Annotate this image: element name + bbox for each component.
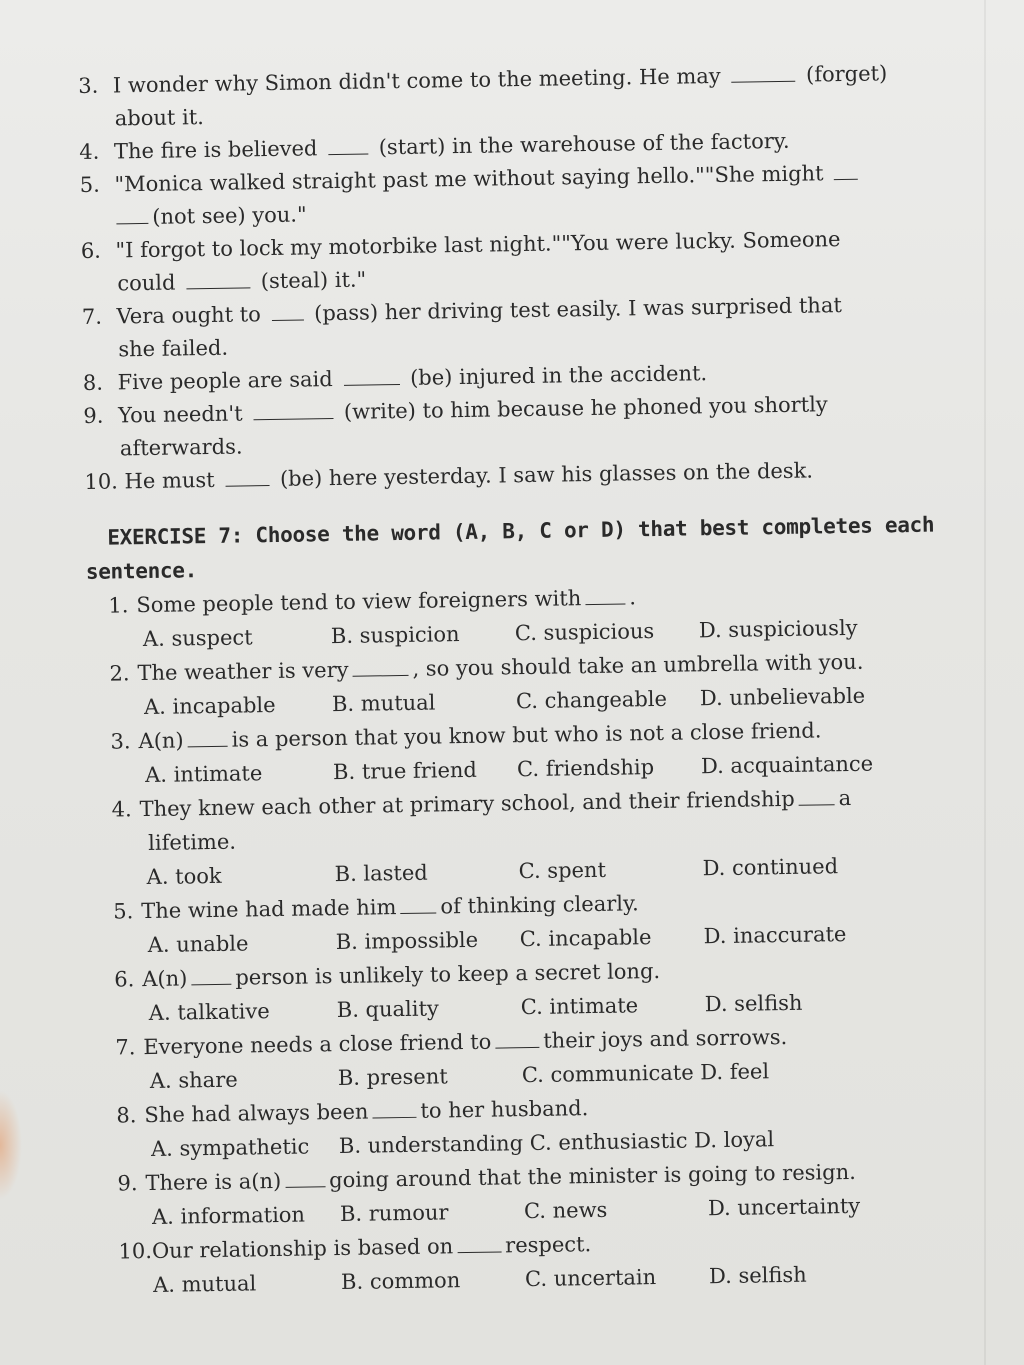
answer-option[interactable]: C. suspicious — [514, 619, 655, 646]
answer-option[interactable]: A. talkative — [148, 999, 270, 1026]
answer-blank[interactable] — [225, 469, 269, 487]
question-text-after: respect. — [504, 1232, 592, 1258]
question-text-after: a — [838, 785, 852, 811]
item-number: 4. — [79, 139, 100, 164]
item-number: 3. — [78, 73, 99, 98]
item-number: 5. — [79, 172, 101, 197]
answer-option[interactable]: A. intimate — [144, 761, 263, 788]
item-continuation: she failed. — [118, 335, 229, 362]
answer-blank[interactable] — [285, 1170, 325, 1188]
question-number: 8. — [116, 1103, 137, 1128]
answer-option[interactable]: C. incapable — [519, 925, 652, 952]
answer-option[interactable]: A. incapable — [143, 692, 276, 720]
question-number: 7. — [115, 1035, 136, 1060]
answer-option[interactable]: D. selfish — [708, 1262, 807, 1289]
question-5 — [91, 882, 942, 963]
question-text-after: is a person that you know but who is not a close friend. — [231, 718, 822, 752]
question-6 — [92, 950, 943, 1031]
item-text: "Monica walked straight past me without saying hello.""She might — [114, 161, 824, 197]
question-text: Our relationship is based on — [151, 1234, 454, 1263]
question-text-after: . — [629, 585, 637, 610]
answer-blank[interactable] — [372, 1101, 416, 1119]
question-text: There is a(n) — [145, 1168, 282, 1196]
item-text-after: (forget) — [805, 61, 888, 87]
answer-option[interactable]: C. news — [523, 1197, 608, 1224]
item-continuation-pre: could — [117, 270, 176, 296]
question-number: 9. — [117, 1171, 138, 1196]
item-text: I wonder why Simon didn't come to the meeting. He may — [112, 63, 721, 98]
answer-option[interactable]: A. sympathetic — [150, 1134, 310, 1161]
answer-option[interactable]: D. acquaintance — [700, 751, 874, 779]
item-text: He must — [124, 467, 215, 494]
item-text: "I forgot to lock my motorbike last night.""You were lucky. Someone — [115, 227, 841, 263]
item-continuation-text: (not see) you." — [152, 202, 307, 229]
answer-blank[interactable] — [834, 163, 858, 180]
question-text-after: of thinking clearly. — [440, 891, 639, 919]
item-continuation: afterwards. — [119, 434, 243, 461]
answer-blank[interactable] — [585, 587, 625, 605]
question-text: Everyone needs a close friend to — [143, 1029, 492, 1060]
question-number: 6. — [114, 967, 135, 992]
question-text: They knew each other at primary school, and their friendship — [139, 786, 795, 822]
answer-option[interactable]: C. spent — [518, 857, 607, 884]
question-text-after: going around that the minister is going to resign. — [328, 1159, 856, 1193]
answer-option[interactable]: A. unable — [147, 931, 249, 958]
item-continuation-text: (steal) it." — [260, 267, 367, 294]
item-number: 6. — [80, 238, 102, 263]
item-text-after: (pass) her driving test easily. I was surprised that — [313, 293, 842, 326]
question-continuation: lifetime. — [147, 829, 237, 855]
answer-option[interactable]: A. information — [151, 1202, 306, 1229]
question-text-after: , so you should take an umbrella with you. — [412, 649, 864, 681]
item-text: Five people are said — [117, 367, 333, 395]
answer-blank[interactable] — [495, 1031, 539, 1049]
finger-edge — [0, 1090, 22, 1200]
item-number: 8. — [82, 370, 104, 395]
item-text-after: (be) injured in the accident. — [409, 361, 708, 390]
answer-option[interactable]: A. suspect — [142, 625, 253, 652]
question-list — [86, 576, 947, 1303]
answer-blank[interactable] — [116, 207, 148, 225]
item-text-after: (be) here yesterday. I saw his glasses on the desk. — [279, 458, 814, 491]
answer-option[interactable]: C. changeable — [515, 686, 668, 714]
item-number: 7. — [81, 304, 103, 329]
worksheet-page — [78, 57, 947, 1303]
answer-option[interactable]: C. uncertain — [524, 1265, 657, 1292]
answer-option[interactable]: C. communicate D. feel — [521, 1059, 770, 1088]
answer-blank[interactable] — [187, 730, 227, 748]
question-text-after: their joys and sorrows. — [543, 1024, 788, 1053]
question-4 — [89, 780, 940, 895]
question-number: 3. — [110, 729, 131, 754]
question-text: The weather is very — [137, 657, 349, 686]
answer-blank[interactable] — [186, 271, 250, 289]
item-text: Vera ought to — [116, 302, 261, 329]
answer-blank[interactable] — [731, 65, 795, 83]
answer-option[interactable]: C. intimate — [520, 993, 639, 1020]
answer-option[interactable]: B. lasted — [334, 860, 428, 887]
item-text-after: (start) in the warehouse of the factory. — [378, 128, 790, 160]
question-text: A(n) — [142, 966, 188, 992]
answer-option[interactable]: D. uncertainty — [707, 1193, 861, 1221]
answer-option[interactable]: D. continued — [702, 854, 839, 881]
answer-option[interactable]: B. quality — [336, 996, 439, 1023]
answer-option[interactable]: B. impossible — [335, 927, 479, 955]
item-number: 9. — [83, 403, 104, 428]
exercise-heading-line1: EXERCISE 7: Choose the word (A, B, C or D) that best completes each — [107, 512, 935, 550]
question-number: 1. — [108, 593, 129, 618]
item-text: The fire is believed — [113, 136, 318, 164]
answer-blank[interactable] — [343, 368, 399, 386]
answer-option[interactable]: C. friendship — [516, 755, 655, 782]
answer-option[interactable]: D. inaccurate — [703, 922, 847, 949]
answer-option[interactable]: D. unbelievable — [699, 683, 866, 711]
answer-option[interactable]: D. suspiciously — [698, 615, 858, 643]
answer-option[interactable]: D. selfish — [704, 990, 803, 1017]
answer-option[interactable]: B. suspicion — [330, 622, 460, 649]
exercise-heading-line2: sentence. — [85, 558, 198, 584]
question-text: She had always been — [144, 1099, 369, 1128]
item-number: 10. — [84, 469, 119, 494]
item-continuation: about it. — [114, 105, 205, 131]
answer-option[interactable]: B. present — [337, 1064, 448, 1091]
question-text: The wine had made him — [141, 895, 397, 924]
question-9 — [95, 1154, 946, 1235]
item-text-after: (write) to him because he phoned you shortly — [343, 392, 828, 424]
answer-blank[interactable] — [799, 788, 835, 806]
answer-blank[interactable] — [253, 402, 333, 420]
question-number: 10. — [118, 1238, 153, 1264]
answer-blank[interactable] — [400, 896, 436, 914]
answer-option[interactable]: B. common — [340, 1268, 461, 1295]
question-text-after: person is unlikely to keep a secret long. — [235, 958, 661, 990]
question-number: 5. — [113, 899, 134, 924]
question-text: Some people tend to view foreigners with — [136, 586, 582, 618]
answer-blank[interactable] — [457, 1235, 501, 1253]
item-text: You needn't — [117, 401, 243, 428]
answer-blank[interactable] — [352, 659, 408, 677]
answer-blank[interactable] — [191, 968, 231, 986]
answer-option[interactable]: B. true friend — [332, 757, 478, 785]
answer-option[interactable]: B. mutual — [331, 690, 436, 717]
question-10 — [96, 1222, 947, 1303]
answer-option[interactable]: B. rumour — [339, 1200, 449, 1227]
answer-option[interactable]: B. understanding C. enthusiastic D. loyal — [338, 1127, 775, 1159]
question-text-after: to her husband. — [420, 1096, 589, 1123]
question-number: 4. — [111, 797, 132, 822]
answer-blank[interactable] — [328, 137, 368, 155]
question-number: 2. — [109, 661, 130, 686]
answer-option[interactable]: A. mutual — [152, 1271, 257, 1297]
question-text: A(n) — [138, 728, 184, 754]
answer-option[interactable]: A. share — [149, 1067, 238, 1093]
page-edge-shadow — [984, 0, 986, 1365]
answer-blank[interactable] — [271, 303, 303, 321]
answer-option[interactable]: A. took — [146, 863, 222, 890]
